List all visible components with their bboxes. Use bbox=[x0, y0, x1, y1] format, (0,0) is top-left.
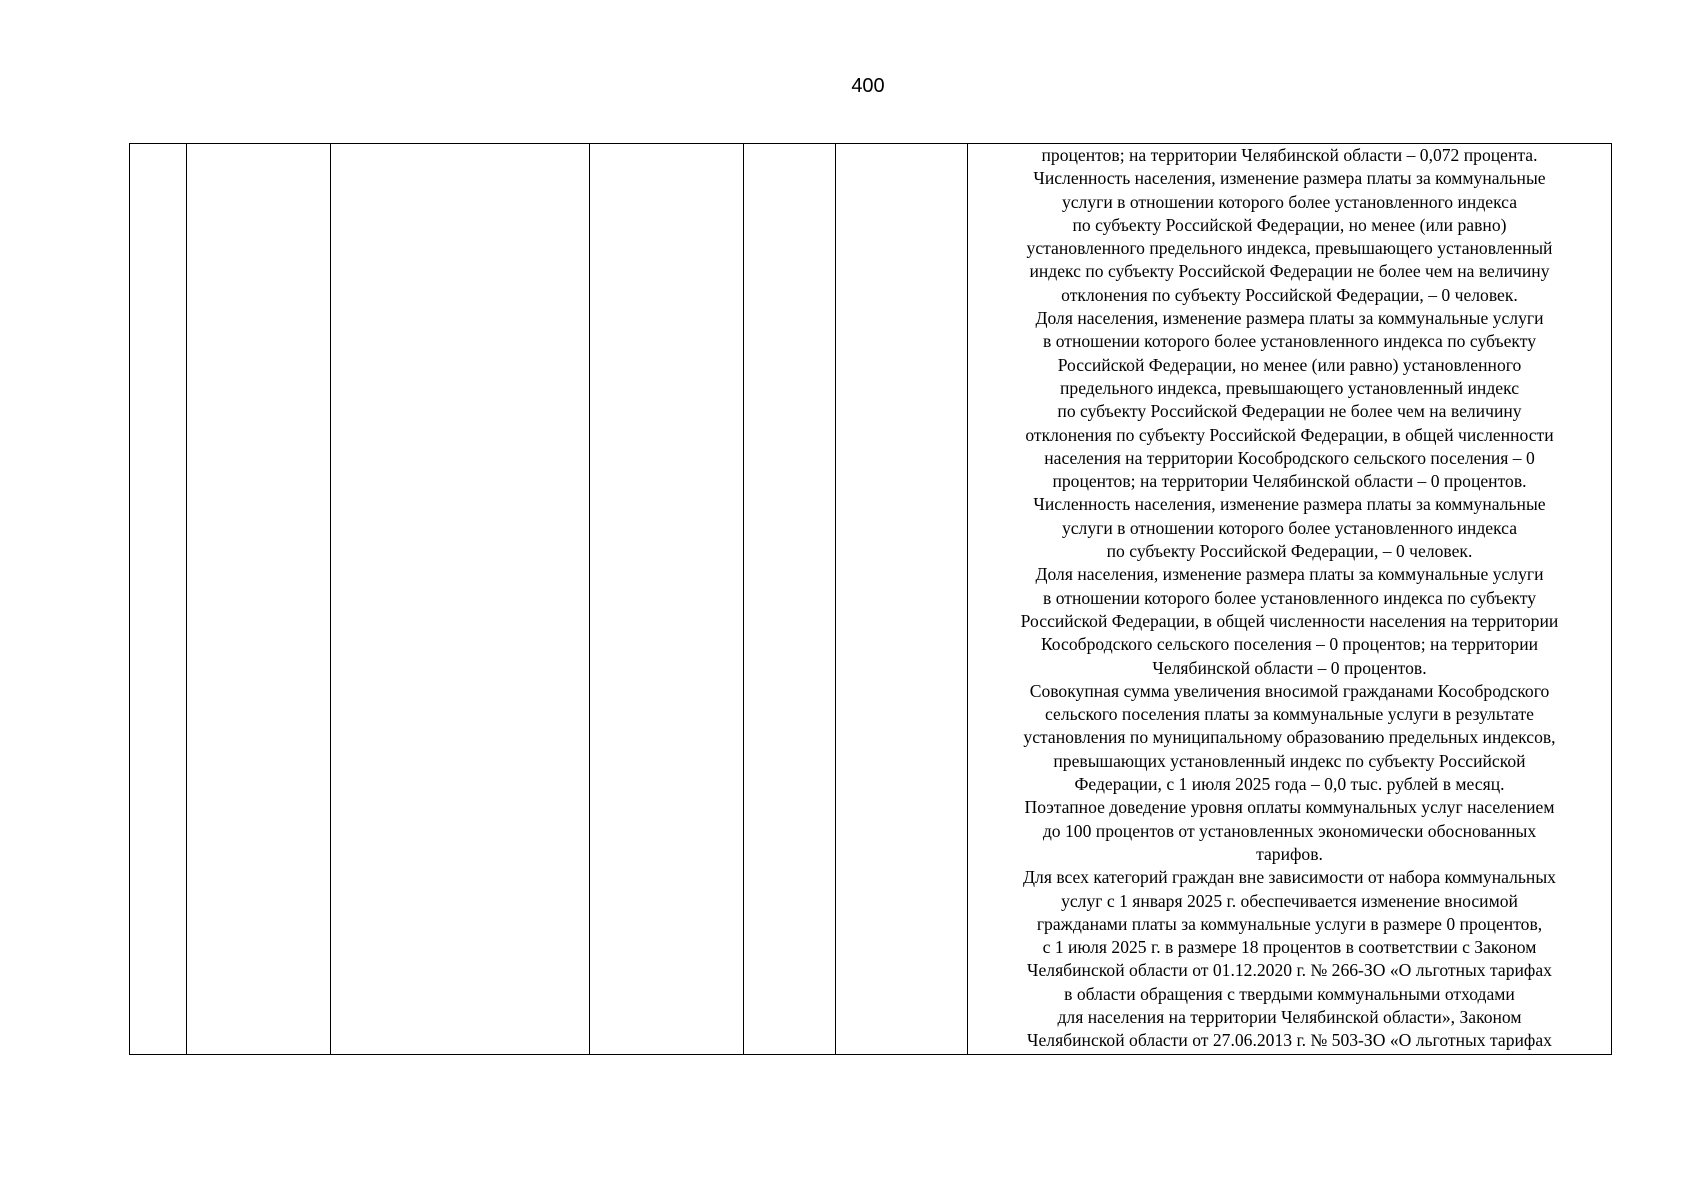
text-line: предельного индекса, превышающего установленный индекс bbox=[1059, 377, 1520, 398]
text-line: услуги в отношении которого более установленного индекса bbox=[1061, 191, 1518, 212]
text-line: услуг с 1 января 2025 г. обеспечивается изменение вносимой bbox=[1061, 890, 1518, 911]
table-row bbox=[130, 144, 1612, 1055]
text-line: Кособродского сельского поселения – 0 процентов; на территории bbox=[1040, 634, 1539, 655]
text-line: тарифов. bbox=[1256, 843, 1323, 864]
text-line: в отношении которого более установленного индекса по субъекту bbox=[1043, 587, 1536, 608]
text-line: Доля населения, изменение размера платы за коммунальные услуги bbox=[1035, 308, 1544, 329]
text-line: по субъекту Российской Федерации, но менее (или равно) bbox=[1072, 214, 1507, 235]
text-line: отклонения по субъекту Российской Федерации, в общей численности bbox=[1025, 424, 1554, 445]
text-line: населения на территории Кособродского сельского поселения – 0 bbox=[1044, 447, 1535, 468]
table-cell-col-2 bbox=[187, 144, 331, 1055]
text-line: гражданами платы за коммунальные услуги в размере 0 процентов, bbox=[1036, 913, 1543, 934]
table-cell-col-5 bbox=[744, 144, 836, 1055]
text-line: Численность населения, изменение размера платы за коммунальные bbox=[1033, 168, 1546, 189]
text-line: по субъекту Российской Федерации не более чем на величину bbox=[1057, 401, 1522, 422]
text-line: установления по муниципальному образованию предельных индексов, bbox=[1023, 727, 1556, 748]
table-cell-col-4 bbox=[590, 144, 744, 1055]
text-line: по субъекту Российской Федерации, – 0 человек. bbox=[1106, 541, 1473, 562]
text-line: с 1 июля 2025 г. в размере 18 процентов в соответствии с Законом bbox=[1042, 937, 1537, 958]
text-line: Совокупная сумма увеличения вносимой гражданами Кособродского bbox=[1029, 680, 1550, 701]
text-line: Челябинской области от 27.06.2013 г. № 503-ЗО «О льготных тарифах bbox=[1027, 1030, 1552, 1051]
text-line: процентов; на территории Челябинской области – 0 процентов. bbox=[1052, 471, 1527, 492]
table-cell-col-3 bbox=[331, 144, 590, 1055]
text-line: установленного предельного индекса, превышающего установленный bbox=[1026, 238, 1553, 259]
text-line: Российской Федерации, но менее (или равно) установленного bbox=[1057, 354, 1522, 375]
text-line: в области обращения с твердыми коммунальными отходами bbox=[1064, 983, 1515, 1004]
text-line: Поэтапное доведение уровня оплаты коммунальных услуг населением bbox=[1024, 797, 1555, 818]
text-line: Для всех категорий граждан вне зависимости от набора коммунальных bbox=[1023, 867, 1556, 888]
text-line: Доля населения, изменение размера платы за коммунальные услуги bbox=[1035, 564, 1544, 585]
document-table bbox=[129, 143, 1612, 1055]
text-line: до 100 процентов от установленных экономически обоснованных bbox=[1042, 820, 1537, 841]
text-line: услуги в отношении которого более установленного индекса bbox=[1061, 517, 1518, 538]
text-line: превышающих установленный индекс по субъекту Российской bbox=[1053, 750, 1526, 771]
table-cell-description bbox=[968, 144, 1612, 1055]
text-line: в отношении которого более установленного индекса по субъекту bbox=[1043, 331, 1536, 352]
table-cell-col-6 bbox=[836, 144, 968, 1055]
text-line: Федерации, с 1 июля 2025 года – 0,0 тыс. рублей в месяц. bbox=[1074, 774, 1505, 795]
text-line: сельского поселения платы за коммунальные услуги в результате bbox=[1045, 704, 1534, 725]
text-line: Российской Федерации, в общей численности населения на территории bbox=[1020, 610, 1559, 631]
text-line: Численность населения, изменение размера платы за коммунальные bbox=[1033, 494, 1546, 515]
text-line: отклонения по субъекту Российской Федерации, – 0 человек. bbox=[1061, 284, 1518, 305]
text-line: Челябинской области от 01.12.2020 г. № 266-ЗО «О льготных тарифах bbox=[1027, 960, 1552, 981]
text-line: для населения на территории Челябинской области», Законом bbox=[1057, 1006, 1522, 1027]
page-number: 400 bbox=[851, 75, 885, 97]
text-line: Челябинской области – 0 процентов. bbox=[1152, 657, 1427, 678]
text-line: индекс по субъекту Российской Федерации не более чем на величину bbox=[1029, 261, 1550, 282]
table-cell-col-1 bbox=[130, 144, 187, 1055]
text-line: процентов; на территории Челябинской области – 0,072 процента. bbox=[1041, 145, 1538, 165]
